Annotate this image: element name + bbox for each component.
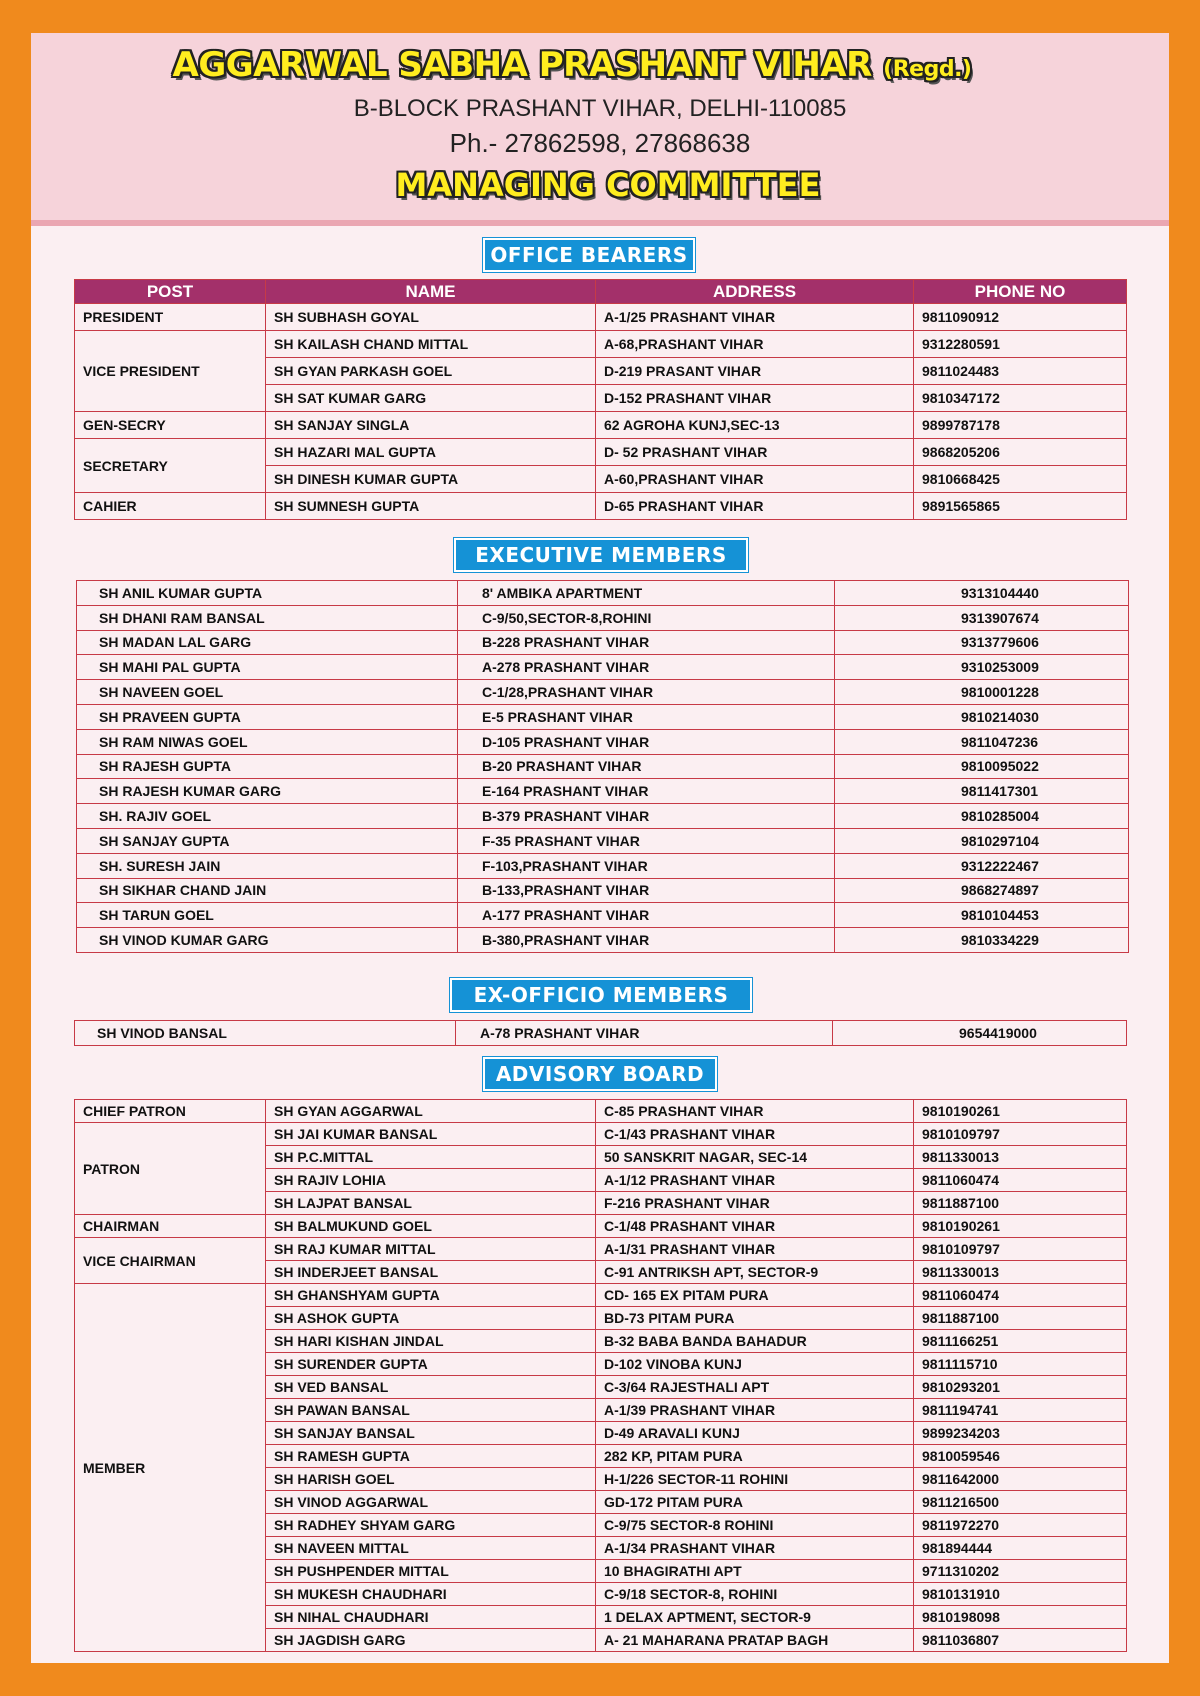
member-phone: 9810334229 [835,928,1129,953]
member-phone: 9811024483 [914,358,1127,385]
member-address: BD-73 PITAM PURA [596,1307,914,1330]
advisory-board-heading: ADVISORY BOARD [483,1057,717,1091]
member-phone: 9811330013 [914,1261,1127,1284]
post-cell: VICE CHAIRMAN [75,1238,266,1284]
member-address: CD- 165 EX PITAM PURA [596,1284,914,1307]
post-cell: SECRETARY [75,439,266,493]
member-address: 10 BHAGIRATHI APT [596,1560,914,1583]
member-phone: 9810285004 [835,804,1129,829]
ex-officio-table [74,1020,1127,1046]
member-address: B-20 PRASHANT VIHAR [458,754,835,779]
post-cell: GEN-SECRY [75,412,266,439]
table-row [75,304,1127,331]
member-address: D-49 ARAVALI KUNJ [596,1422,914,1445]
member-address: A-1/34 PRASHANT VIHAR [596,1537,914,1560]
column-header-address: ADDRESS [596,280,914,304]
member-address: 1 DELAX APTMENT, SECTOR-9 [596,1606,914,1629]
member-name: SH MADAN LAL GARG [77,630,458,655]
member-phone: 9811115710 [914,1353,1127,1376]
member-address: C-91 ANTRIKSH APT, SECTOR-9 [596,1261,914,1284]
member-phone: 9811090912 [914,304,1127,331]
member-address: C-3/64 RAJESTHALI APT [596,1376,914,1399]
executive-members-heading: EXECUTIVE MEMBERS [454,538,748,572]
member-name: SH RAM NIWAS GOEL [77,729,458,754]
member-address: C-9/18 SECTOR-8, ROHINI [596,1583,914,1606]
member-name: SH. SURESH JAIN [77,853,458,878]
member-address: B-380,PRASHANT VIHAR [458,928,835,953]
member-phone: 9810109797 [914,1123,1127,1146]
committee-title: MANAGING COMMITTEE [395,166,821,204]
table-row [77,754,1129,779]
member-name: SH HARI KISHAN JINDAL [266,1330,596,1353]
member-name: SH P.C.MITTAL [266,1146,596,1169]
member-phone: 9811330013 [914,1146,1127,1169]
member-name: SH DHANI RAM BANSAL [77,605,458,630]
member-phone: 9310253009 [835,655,1129,680]
member-phone: 9811972270 [914,1514,1127,1537]
column-header-name: NAME [266,280,596,304]
table-row [75,1284,1127,1307]
member-phone: 9711310202 [914,1560,1127,1583]
executive-members-table [76,580,1129,953]
member-name: SH SUMNESH GUPTA [266,493,596,520]
member-name: SH SAT KUMAR GARG [266,385,596,412]
member-name: SH RADHEY SHYAM GARG [266,1514,596,1537]
member-phone: 9811047236 [835,729,1129,754]
member-address: A-78 PRASHANT VIHAR [456,1021,833,1046]
advisory-board-table [74,1099,1127,1652]
member-address: C-85 PRASHANT VIHAR [596,1100,914,1123]
member-address: F-35 PRASHANT VIHAR [458,828,835,853]
member-name: SH TARUN GOEL [77,903,458,928]
member-name: SH JAGDISH GARG [266,1629,596,1652]
member-phone: 9811642000 [914,1468,1127,1491]
member-name: SH SUBHASH GOYAL [266,304,596,331]
member-name: SH GYAN PARKASH GOEL [266,358,596,385]
member-name: SH LAJPAT BANSAL [266,1192,596,1215]
table-row [77,680,1129,705]
member-name: SH GHANSHYAM GUPTA [266,1284,596,1307]
table-row [77,903,1129,928]
member-name: SH NIHAL CHAUDHARI [266,1606,596,1629]
member-phone: 9811166251 [914,1330,1127,1353]
member-name: SH RAJESH GUPTA [77,754,458,779]
member-address: A-1/25 PRASHANT VIHAR [596,304,914,331]
member-phone: 9811887100 [914,1192,1127,1215]
member-address: E-164 PRASHANT VIHAR [458,779,835,804]
member-phone: 9313907674 [835,605,1129,630]
table-row [75,439,1127,466]
member-address: A-68,PRASHANT VIHAR [596,331,914,358]
member-address: A-1/39 PRASHANT VIHAR [596,1399,914,1422]
member-address: D-102 VINOBA KUNJ [596,1353,914,1376]
member-phone: 9312280591 [914,331,1127,358]
table-row [77,853,1129,878]
member-phone: 9891565865 [914,493,1127,520]
member-phone: 9313104440 [835,581,1129,606]
member-name: SH SANJAY SINGLA [266,412,596,439]
post-cell: CAHIER [75,493,266,520]
post-cell: VICE PRESIDENT [75,331,266,412]
member-address: A-1/31 PRASHANT VIHAR [596,1238,914,1261]
member-name: SH SANJAY BANSAL [266,1422,596,1445]
member-name: SH PUSHPENDER MITTAL [266,1560,596,1583]
table-row [77,878,1129,903]
member-phone: 9810095022 [835,754,1129,779]
member-phone: 9810131910 [914,1583,1127,1606]
table-row [77,630,1129,655]
member-name: SH VINOD AGGARWAL [266,1491,596,1514]
table-row [75,331,1127,358]
member-phone: 9811194741 [914,1399,1127,1422]
member-address: B-228 PRASHANT VIHAR [458,630,835,655]
table-row [77,804,1129,829]
member-phone: 9810347172 [914,385,1127,412]
member-phone: 9899787178 [914,412,1127,439]
member-address: C-1/48 PRASHANT VIHAR [596,1215,914,1238]
member-phone: 9810104453 [835,903,1129,928]
member-phone: 9811216500 [914,1491,1127,1514]
member-address: A-60,PRASHANT VIHAR [596,466,914,493]
member-phone: 9810190261 [914,1215,1127,1238]
member-name: SH PAWAN BANSAL [266,1399,596,1422]
member-name: SH VINOD KUMAR GARG [77,928,458,953]
post-cell: CHAIRMAN [75,1215,266,1238]
member-phone: 9810001228 [835,680,1129,705]
member-phone: 9810293201 [914,1376,1127,1399]
member-address: A- 21 MAHARANA PRATAP BAGH [596,1629,914,1652]
member-name: SH RAJ KUMAR MITTAL [266,1238,596,1261]
member-address: D-105 PRASHANT VIHAR [458,729,835,754]
member-phone: 9868274897 [835,878,1129,903]
table-row [75,412,1127,439]
table-row [77,704,1129,729]
member-address: 62 AGROHA KUNJ,SEC-13 [596,412,914,439]
member-name: SH NAVEEN MITTAL [266,1537,596,1560]
member-address: GD-172 PITAM PURA [596,1491,914,1514]
member-name: SH MAHI PAL GUPTA [77,655,458,680]
member-name: SH NAVEEN GOEL [77,680,458,705]
member-name: SH DINESH KUMAR GUPTA [266,466,596,493]
table-row [75,1100,1127,1123]
org-phone: Ph.- 27862598, 27868638 [449,128,751,158]
member-phone: 9313779606 [835,630,1129,655]
member-name: SH VINOD BANSAL [75,1021,456,1046]
member-address: A-278 PRASHANT VIHAR [458,655,835,680]
table-row [75,1238,1127,1261]
member-address: B-32 BABA BANDA BAHADUR [596,1330,914,1353]
member-address: 8' AMBIKA APARTMENT [458,581,835,606]
member-phone: 9811060474 [914,1284,1127,1307]
member-address: F-216 PRASHANT VIHAR [596,1192,914,1215]
member-address: B-379 PRASHANT VIHAR [458,804,835,829]
post-cell: PRESIDENT [75,304,266,331]
member-address: A-1/12 PRASHANT VIHAR [596,1169,914,1192]
office-bearers-table [74,279,1127,520]
member-address: H-1/226 SECTOR-11 ROHINI [596,1468,914,1491]
table-row [75,1215,1127,1238]
member-address: B-133,PRASHANT VIHAR [458,878,835,903]
member-name: SH JAI KUMAR BANSAL [266,1123,596,1146]
table-row [75,1123,1127,1146]
member-phone: 9811417301 [835,779,1129,804]
member-address: C-1/28,PRASHANT VIHAR [458,680,835,705]
member-address: F-103,PRASHANT VIHAR [458,853,835,878]
regd-label: (Regd.) [883,57,972,82]
table-row [77,779,1129,804]
org-name: AGGARWAL SABHA PRASHANT VIHAR [172,45,872,85]
org-address: B-BLOCK PRASHANT VIHAR, DELHI-110085 [353,95,847,122]
post-cell: PATRON [75,1123,266,1215]
table-row [77,581,1129,606]
member-phone: 9811036807 [914,1629,1127,1652]
member-address: A-177 PRASHANT VIHAR [458,903,835,928]
member-name: SH PRAVEEN GUPTA [77,704,458,729]
member-name: SH. RAJIV GOEL [77,804,458,829]
member-name: SH RAJESH KUMAR GARG [77,779,458,804]
org-title [31,45,1141,85]
member-name: SH GYAN AGGARWAL [266,1100,596,1123]
column-header-post: POST [75,280,266,304]
member-name: SH SURENDER GUPTA [266,1353,596,1376]
member-phone: 9654419000 [833,1021,1127,1046]
member-name: SH BALMUKUND GOEL [266,1215,596,1238]
office-bearers-heading: OFFICE BEARERS [483,238,695,272]
table-row [77,655,1129,680]
member-address: D-152 PRASHANT VIHAR [596,385,914,412]
poster-frame [31,33,1169,1663]
post-cell: MEMBER [75,1284,266,1652]
member-name: SH ANIL KUMAR GUPTA [77,581,458,606]
ex-officio-heading: EX-OFFICIO MEMBERS [450,978,752,1012]
member-phone: 981894444 [914,1537,1127,1560]
member-name: SH MUKESH CHAUDHARI [266,1583,596,1606]
member-phone: 9868205206 [914,439,1127,466]
table-row [77,605,1129,630]
member-phone: 9810214030 [835,704,1129,729]
member-address: D-65 PRASHANT VIHAR [596,493,914,520]
member-name: SH SANJAY GUPTA [77,828,458,853]
member-phone: 9810297104 [835,828,1129,853]
member-phone: 9810198098 [914,1606,1127,1629]
table-row [77,729,1129,754]
member-address: C-9/50,SECTOR-8,ROHINI [458,605,835,630]
member-phone: 9810190261 [914,1100,1127,1123]
header-band [31,33,1169,226]
member-address: 282 KP, PITAM PURA [596,1445,914,1468]
member-name: SH VED BANSAL [266,1376,596,1399]
member-name: SH INDERJEET BANSAL [266,1261,596,1284]
member-address: E-5 PRASHANT VIHAR [458,704,835,729]
member-address: 50 SANSKRIT NAGAR, SEC-14 [596,1146,914,1169]
member-phone: 9312222467 [835,853,1129,878]
member-address: C-9/75 SECTOR-8 ROHINI [596,1514,914,1537]
column-header-phone: PHONE NO [914,280,1127,304]
member-phone: 9811060474 [914,1169,1127,1192]
table-row [75,1021,1127,1046]
member-phone: 9810668425 [914,466,1127,493]
table-row [77,928,1129,953]
member-name: SH RAJIV LOHIA [266,1169,596,1192]
member-name: SH KAILASH CHAND MITTAL [266,331,596,358]
table-row [75,493,1127,520]
member-name: SH RAMESH GUPTA [266,1445,596,1468]
member-name: SH HAZARI MAL GUPTA [266,439,596,466]
member-address: D-219 PRASANT VIHAR [596,358,914,385]
member-phone: 9810109797 [914,1238,1127,1261]
member-name: SH HARISH GOEL [266,1468,596,1491]
member-name: SH SIKHAR CHAND JAIN [77,878,458,903]
member-name: SH ASHOK GUPTA [266,1307,596,1330]
member-address: C-1/43 PRASHANT VIHAR [596,1123,914,1146]
member-phone: 9899234203 [914,1422,1127,1445]
post-cell: CHIEF PATRON [75,1100,266,1123]
table-row [77,828,1129,853]
member-phone: 9811887100 [914,1307,1127,1330]
member-address: D- 52 PRASHANT VIHAR [596,439,914,466]
member-phone: 9810059546 [914,1445,1127,1468]
